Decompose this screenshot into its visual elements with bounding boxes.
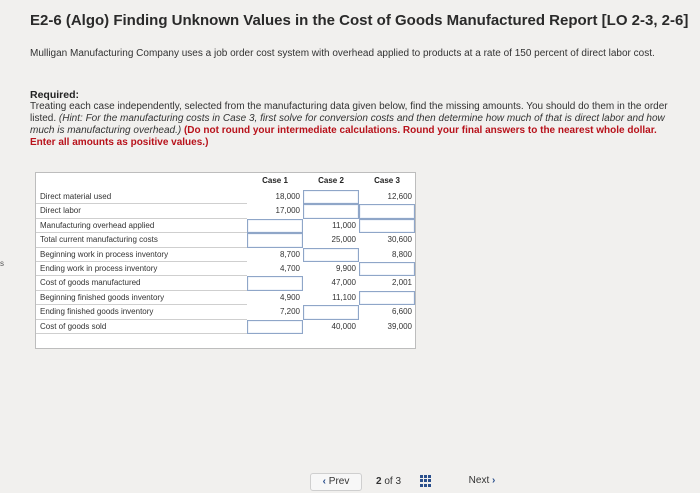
required-instructions: Treating each case independently, selected from the manufacturing data given below, find the missing amounts. You should do them in the order listed. [30,101,668,124]
value-cell: 8,700 [279,249,300,259]
value-cell: 39,000 [387,321,412,331]
answer-input[interactable] [303,248,359,262]
problem-intro: Mulligan Manufacturing Company uses a job order cost system with overhead applied to products at a rate of 150 percent of direct labor cost. [30,48,655,59]
row-label: Direct labor [36,204,247,218]
answer-input[interactable] [359,291,415,305]
col-head-case-3: Case 3 [374,176,400,185]
required-heading: Required: [30,89,80,101]
row-label: Cost of goods sold [36,320,247,334]
value-cell: 4,900 [279,292,300,302]
page-title: E2-6 (Algo) Finding Unknown Values in the Cost of Goods Manufactured Report [LO 2-3, 2-6] [30,12,689,29]
answer-input[interactable] [247,219,303,233]
chevron-right-icon: › [492,475,496,486]
next-button[interactable] [456,473,508,489]
prev-button[interactable] [310,473,362,491]
value-cell: 4,700 [279,263,300,273]
answer-input[interactable] [247,233,303,247]
value-cell: 6,600 [391,307,412,317]
col-head-case-1: Case 1 [262,176,288,185]
value-cell: 2,001 [391,278,412,288]
next-label: Next [468,475,490,486]
row-label: Cost of goods manufactured [36,276,247,290]
grid-menu-icon[interactable] [420,475,432,487]
required-hint: (Hint: For the manufacturing costs in Case 3, first solve for conversion costs and then determine how much of that is direct labor and how much is manufacturing overhead.) [30,113,665,136]
page-of: of [384,476,393,487]
side-mark: s [0,259,4,268]
answer-input[interactable] [247,276,303,290]
value-cell: 47,000 [331,278,356,288]
page-indicator [376,476,401,487]
cost-table [35,172,416,349]
col-head-case-2: Case 2 [318,176,344,185]
page-current: 2 [376,476,382,487]
answer-input[interactable] [247,320,303,334]
value-cell: 18,000 [275,192,300,201]
value-cell: 11,000 [332,220,356,230]
row-label: Ending finished goods inventory [36,305,247,319]
value-cell: 11,100 [332,292,356,302]
chevron-left-icon: ‹ [322,476,326,487]
required-rounding-note: (Do not round your intermediate calculations. Round your final answers to the nearest whole dollar. Enter all amounts as positive values.) [30,125,657,148]
case-1-column [247,190,303,334]
value-cell: 25,000 [331,235,356,245]
answer-input[interactable] [359,262,415,276]
value-cell: 7,200 [279,307,300,317]
answer-input[interactable] [303,190,359,204]
value-cell: 8,800 [391,249,412,259]
answer-input[interactable] [303,305,359,319]
case-3-column [359,190,415,334]
value-cell: 12,600 [387,192,412,201]
value-cell: 40,000 [331,321,356,331]
page-total: 3 [395,476,402,487]
row-labels [36,190,247,334]
required-text [30,101,680,149]
value-cell: 9,900 [335,263,356,273]
prev-label: Prev [328,476,350,487]
row-label: Manufacturing overhead applied [36,219,247,233]
value-cell: 17,000 [275,206,300,216]
case-2-column [303,190,359,334]
row-label: Total current manufacturing costs [36,233,247,247]
row-label: Beginning finished goods inventory [36,291,247,305]
answer-input[interactable] [303,204,359,218]
answer-input[interactable] [359,204,415,218]
answer-input[interactable] [359,219,415,233]
row-label: Ending work in process inventory [36,262,247,276]
value-cell: 30,600 [387,235,412,245]
row-label: Beginning work in process inventory [36,248,247,262]
row-label: Direct material used [36,190,247,204]
